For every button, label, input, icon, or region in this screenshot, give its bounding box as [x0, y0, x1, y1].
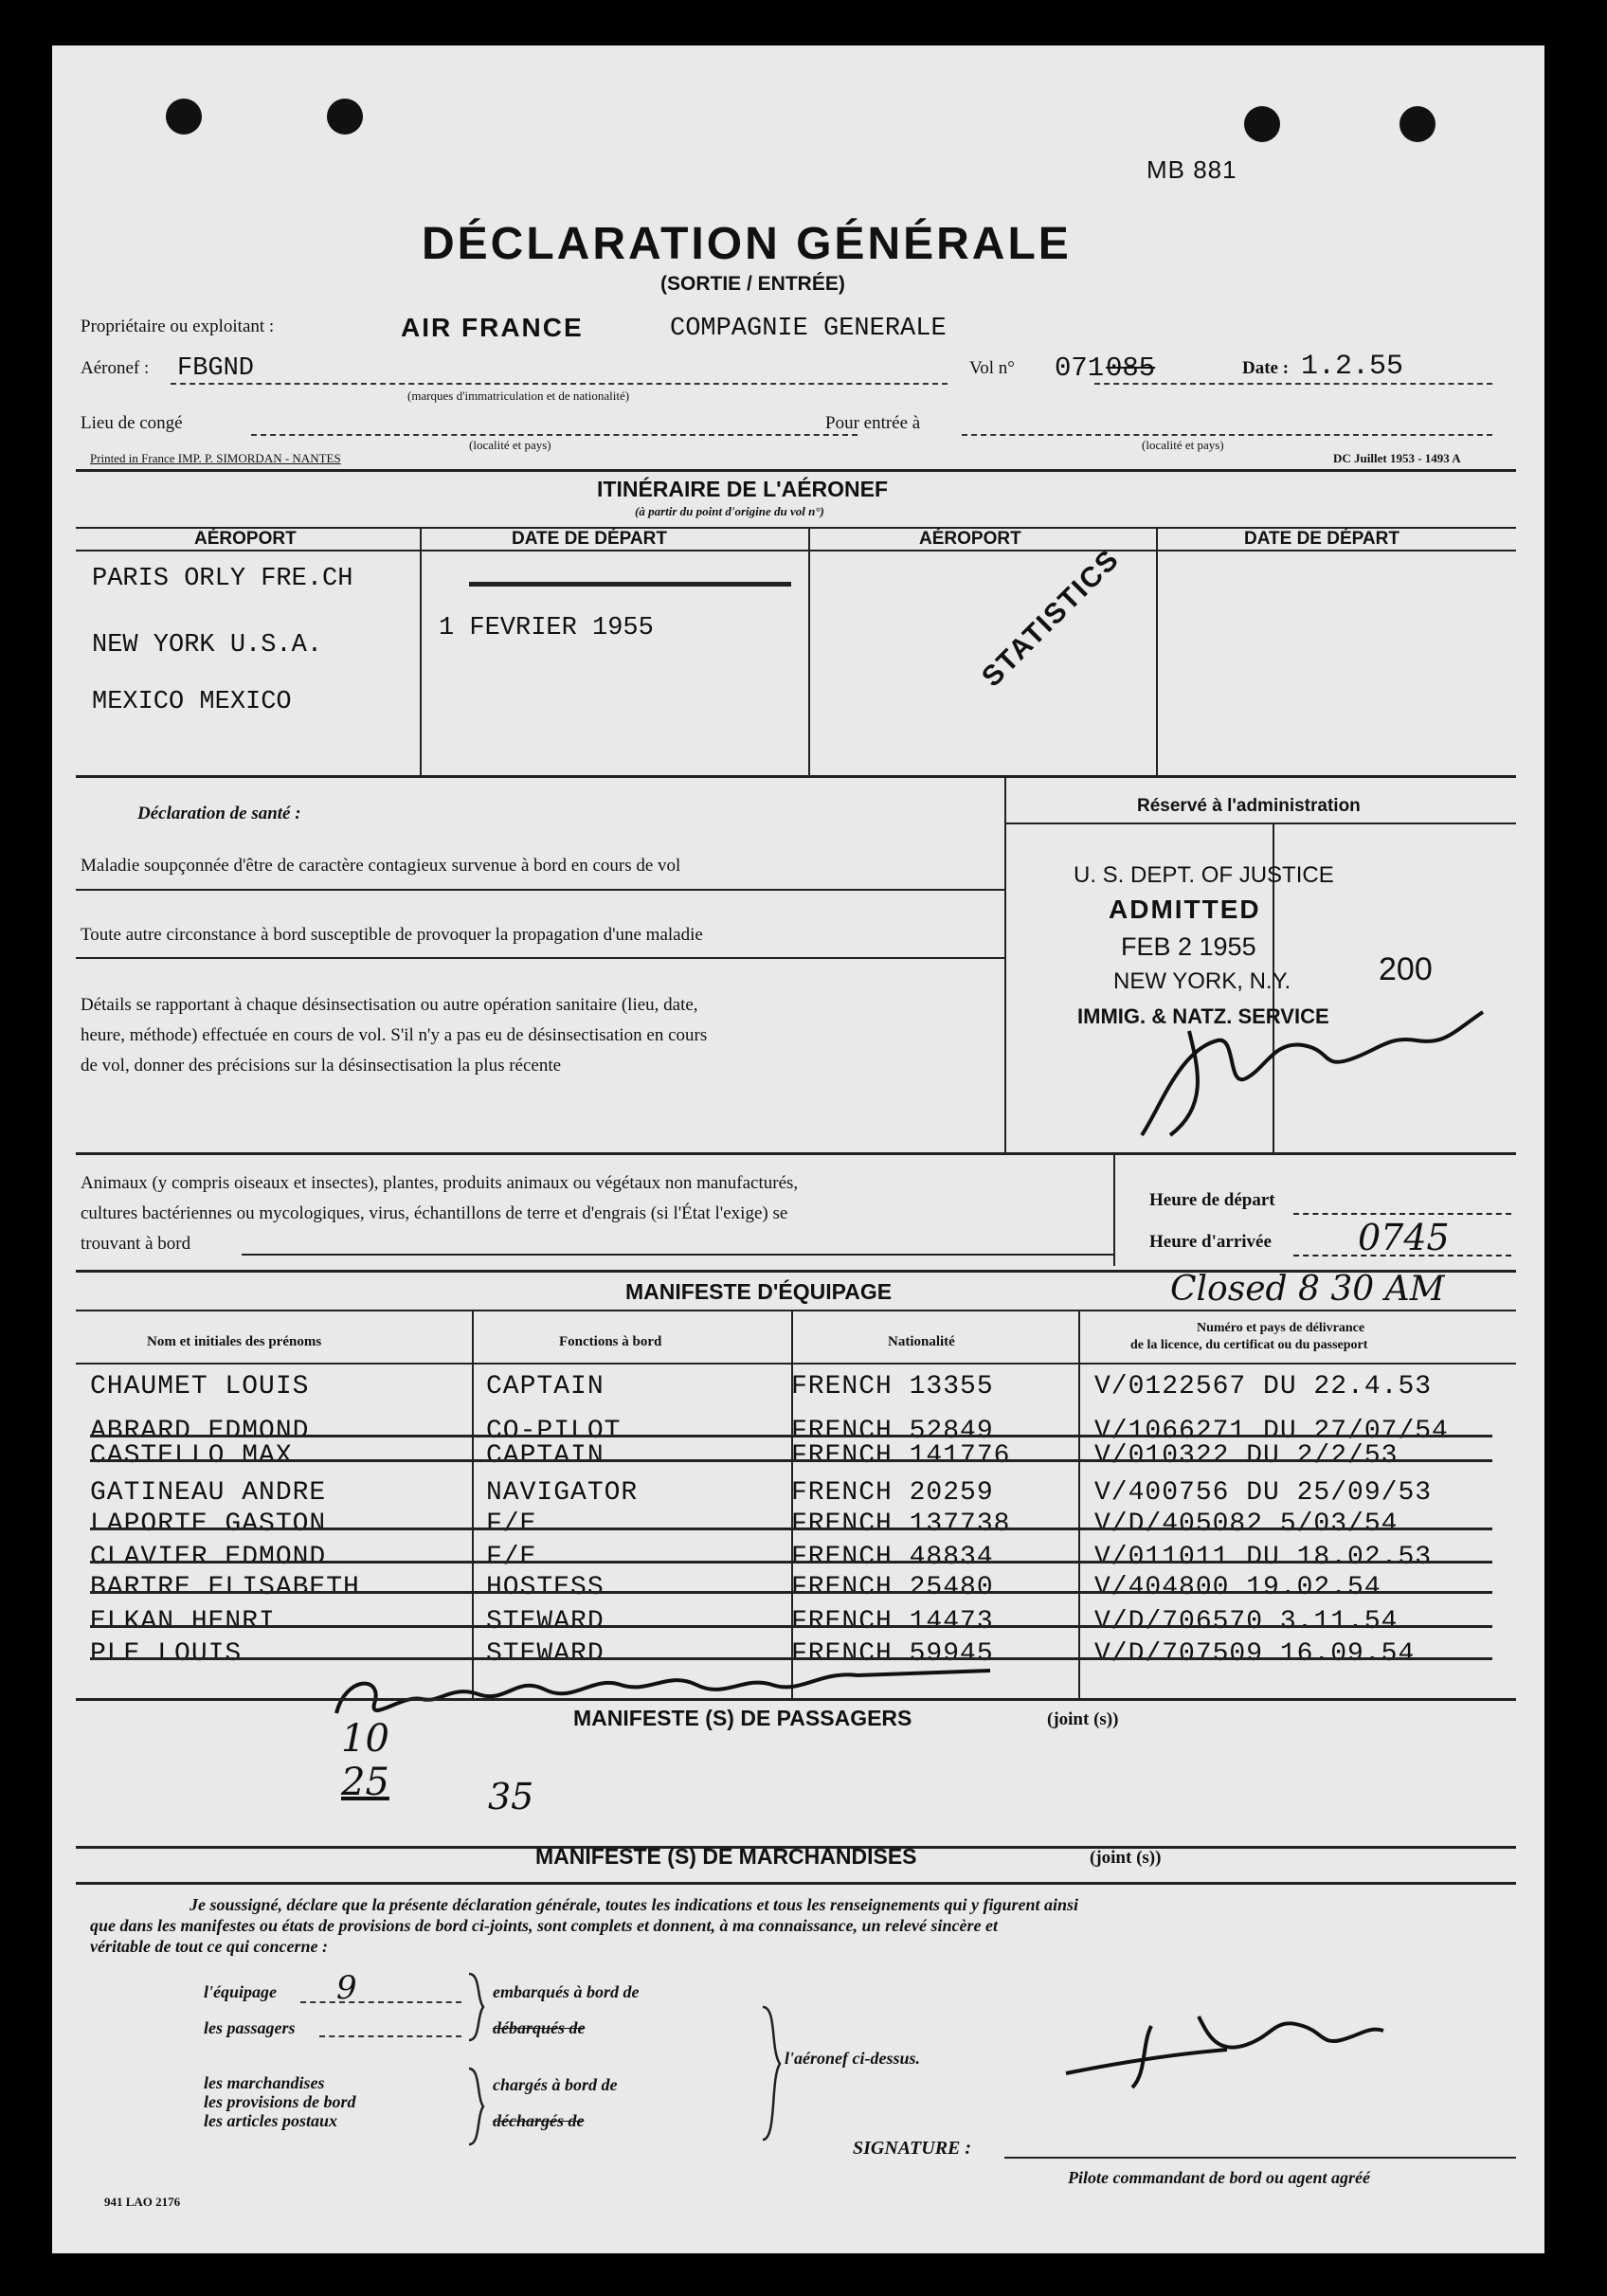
crew-header-nationality: Nationalité: [888, 1334, 955, 1349]
pilot-label: Pilote commandant de bord ou agent agréé: [1068, 2168, 1370, 2187]
aircraft-label: Aéronef :: [81, 358, 150, 378]
passengers-count-label: les passagers: [204, 2018, 296, 2037]
crew-nationality: FRENCH 20259: [791, 1478, 994, 1508]
arrival-time-value: 0745: [1358, 1217, 1450, 1258]
crew-function: HOSTESS: [486, 1573, 605, 1602]
provisions-label: les provisions de bord: [204, 2092, 356, 2111]
crew-name: ABRARD EDMOND: [90, 1417, 310, 1446]
declaration-line-2: que dans les manifestes ou états de provisions de bord ci-joints, sont complets et donnent, à ma connaissance, un relevé sincère et: [90, 1916, 999, 1935]
passenger-manifest-title: MANIFESTE (S) DE PASSAGERS: [573, 1706, 912, 1730]
crew-license: V/D/405082 5/03/54: [1094, 1510, 1399, 1539]
stamp-service: IMMIG. & NATZ. SERVICE: [1077, 1004, 1329, 1028]
itinerary-header-departure: DATE DE DÉPART: [512, 529, 667, 549]
flight-number: 071: [1055, 353, 1105, 384]
clearance-note: (localité et pays): [469, 438, 551, 452]
owner-label: Propriétaire ou exploitant :: [81, 316, 275, 336]
animals-line-3: trouvant à bord: [81, 1234, 191, 1254]
health-line-disinsection-2: heure, méthode) effectuée en cours de vol. S'il n'y a pas eu de désinsectisation en cours: [81, 1025, 708, 1045]
crew-license: V/1066271 DU 27/07/54: [1094, 1417, 1449, 1446]
crew-name: CASTELLO MAX: [90, 1441, 293, 1471]
printer-imprint: Printed in France IMP. P. SIMORDAN - NANTES: [90, 451, 341, 465]
crew-name: BARTRE ELISABETH: [90, 1573, 360, 1602]
crew-name: ELKAN HENRI: [90, 1607, 276, 1636]
stamp-department: U. S. DEPT. OF JUSTICE: [1074, 862, 1334, 888]
crew-count-value: 9: [336, 1969, 357, 2007]
loaded-label: chargés à bord de: [493, 2075, 618, 2094]
animals-line-2: cultures bactériennes ou mycologiques, virus, échantillons de terre et d'engrais (si l'État l'exige) se: [81, 1203, 788, 1223]
stamp-location: NEW YORK, N.Y.: [1113, 968, 1291, 994]
postal-label: les articles postaux: [204, 2111, 338, 2130]
crew-function: NAVIGATOR: [486, 1478, 639, 1508]
crew-nationality: FRENCH 25480: [791, 1573, 994, 1602]
crew-count-label: l'équipage: [204, 1982, 277, 2001]
crew-function: STEWARD: [486, 1607, 605, 1636]
disembarked-label: débarqués de: [493, 2018, 586, 2037]
animals-line-1: Animaux (y compris oiseaux et insectes), plantes, produits animaux ou végétaux non manufacturés,: [81, 1173, 799, 1193]
punch-hole: [327, 99, 363, 135]
itinerary-header-airport-2: AÉROPORT: [919, 529, 1021, 549]
departure-time-label: Heure de départ: [1149, 1190, 1275, 1210]
declaration-line-3: véritable de tout ce qui concerne :: [90, 1937, 328, 1956]
entry-label: Pour entrée à: [825, 413, 921, 433]
signature-label: SIGNATURE :: [853, 2138, 972, 2159]
crew-license: V/D/706570 3.11.54: [1094, 1607, 1399, 1636]
form-reference: 941 LAO 2176: [104, 2195, 181, 2209]
crew-license: V/D/707509 16.09.54: [1094, 1639, 1416, 1669]
handwritten-count-2: 25: [341, 1761, 389, 1804]
itinerary-header-airport: AÉROPORT: [194, 529, 297, 549]
handwritten-closed-note: Closed 8 30 AM: [1170, 1270, 1445, 1309]
itinerary-title: ITINÉRAIRE DE L'AÉRONEF: [597, 477, 889, 501]
page-title: DÉCLARATION GÉNÉRALE: [422, 219, 1072, 269]
crew-license: V/010322 DU 2/2/53: [1094, 1441, 1399, 1471]
arrival-time-label: Heure d'arrivée: [1149, 1232, 1272, 1252]
crew-function: CAPTAIN: [486, 1372, 605, 1401]
cargo-manifest-title: MANIFESTE (S) DE MARCHANDISES: [535, 1844, 917, 1869]
health-line-propagation: Toute autre circonstance à bord susceptible de provoquer la propagation d'une maladie: [81, 925, 703, 945]
crew-header-license-1: Numéro et pays de délivrance: [1197, 1321, 1365, 1335]
crew-function: F/E: [486, 1543, 537, 1572]
health-title: Déclaration de santé :: [137, 804, 301, 823]
crew-name: CLAVIER EDMOND: [90, 1543, 327, 1572]
aircraft-note: (marques d'immatriculation et de nationalité): [407, 389, 630, 403]
crew-name: GATINEAU ANDRE: [90, 1478, 327, 1508]
health-line-disinsection-1: Détails se rapportant à chaque désinsectisation ou autre opération sanitaire (lieu, date,: [81, 995, 698, 1015]
crew-license: V/011011 DU 18.02.53: [1094, 1543, 1433, 1572]
crew-header-name: Nom et initiales des prénoms: [147, 1334, 322, 1349]
aircraft-registration: FBGND: [177, 354, 255, 383]
crew-name: PLE LOUIS: [90, 1639, 243, 1669]
reference-code: MB 881: [1147, 155, 1237, 184]
embarked-label: embarqués à bord de: [493, 1982, 640, 2001]
clearance-label: Lieu de congé: [81, 413, 183, 433]
punch-hole: [1399, 106, 1435, 142]
itinerary-airport-1: PARIS ORLY FRE.CH: [92, 565, 353, 593]
itinerary-airport-3: MEXICO MEXICO: [92, 688, 292, 716]
crew-header-function: Fonctions à bord: [559, 1334, 662, 1349]
itinerary-airport-2: NEW YORK U.S.A.: [92, 631, 323, 660]
crew-nationality: FRENCH 59945: [791, 1639, 994, 1669]
entry-note: (localité et pays): [1142, 438, 1224, 452]
goods-label: les marchandises: [204, 2073, 325, 2092]
declaration-braces: [460, 1969, 801, 2149]
crew-function: F/E: [486, 1510, 537, 1539]
unloaded-label: déchargés de: [493, 2111, 585, 2130]
crew-function: STEWARD: [486, 1639, 605, 1669]
crew-function: CAPTAIN: [486, 1441, 605, 1471]
date-value: 1.2.55: [1301, 351, 1404, 383]
itinerary-note: (à partir du point d'origine du vol n°): [635, 504, 824, 518]
itinerary-header-departure-2: DATE DE DÉPART: [1244, 529, 1399, 549]
pilot-signature: [1056, 1998, 1435, 2092]
date-label: Date :: [1242, 358, 1290, 378]
crew-nationality: FRENCH 141776: [791, 1441, 1011, 1471]
punch-hole: [166, 99, 202, 135]
health-line-disinsection-3: de vol, donner des précisions sur la désinsectisation la plus récente: [81, 1056, 562, 1076]
punch-hole: [1244, 106, 1280, 142]
crew-manifest-title: MANIFESTE D'ÉQUIPAGE: [625, 1279, 893, 1304]
crew-function: CO-PILOT: [486, 1417, 622, 1446]
statistics-stamp: STATISTICS: [976, 543, 1127, 694]
crew-name: CHAUMET LOUIS: [90, 1372, 310, 1401]
document-sheet: [52, 45, 1544, 2253]
health-line-contagious: Maladie soupçonnée d'être de caractère contagieux survenue à bord en cours de vol: [81, 856, 681, 876]
stamp-admitted: ADMITTED: [1109, 895, 1261, 924]
crew-nationality: FRENCH 13355: [791, 1372, 994, 1401]
crew-header-license-2: de la licence, du certificat ou du passeport: [1130, 1338, 1368, 1352]
declaration-line-1: Je soussigné, déclare que la présente déclaration générale, toutes les indications et tous les renseignements qui y figurent ainsi: [190, 1895, 1079, 1914]
itinerary-departure-2: 1 FEVRIER 1955: [439, 614, 654, 642]
stamp-number: 200: [1379, 951, 1433, 987]
crew-name: LAPORTE GASTON: [90, 1510, 327, 1539]
crew-license: V/400756 DU 25/09/53: [1094, 1478, 1433, 1508]
crew-nationality: FRENCH 48834: [791, 1543, 994, 1572]
inspector-signature: [1104, 993, 1521, 1145]
owner-value: AIR FRANCE: [401, 313, 584, 342]
form-edition: DC Juillet 1953 - 1493 A: [1333, 451, 1461, 465]
admin-reserved-label: Réservé à l'administration: [1137, 796, 1361, 816]
handwritten-count-1: 10: [341, 1717, 389, 1761]
crew-nationality: FRENCH 14473: [791, 1607, 994, 1636]
crew-license: V/0122567 DU 22.4.53: [1094, 1372, 1433, 1401]
owner-value-company: COMPAGNIE GENERALE: [670, 315, 947, 343]
flight-number-struck: 085: [1106, 353, 1156, 384]
aircraft-above-label: l'aéronef ci-dessus.: [785, 2049, 920, 2068]
flight-label: Vol n°: [969, 358, 1015, 378]
crew-nationality: FRENCH 52849: [791, 1417, 994, 1446]
page-subtitle: (SORTIE / ENTRÉE): [660, 273, 845, 295]
cargo-manifest-joint: (joint (s)): [1090, 1848, 1162, 1868]
passenger-manifest-joint: (joint (s)): [1047, 1709, 1119, 1729]
stamp-date: FEB 2 1955: [1121, 932, 1256, 961]
handwritten-count-3: 35: [488, 1776, 534, 1817]
crew-nationality: FRENCH 137738: [791, 1510, 1011, 1539]
crew-license: V/404800 19.02.54: [1094, 1573, 1381, 1602]
